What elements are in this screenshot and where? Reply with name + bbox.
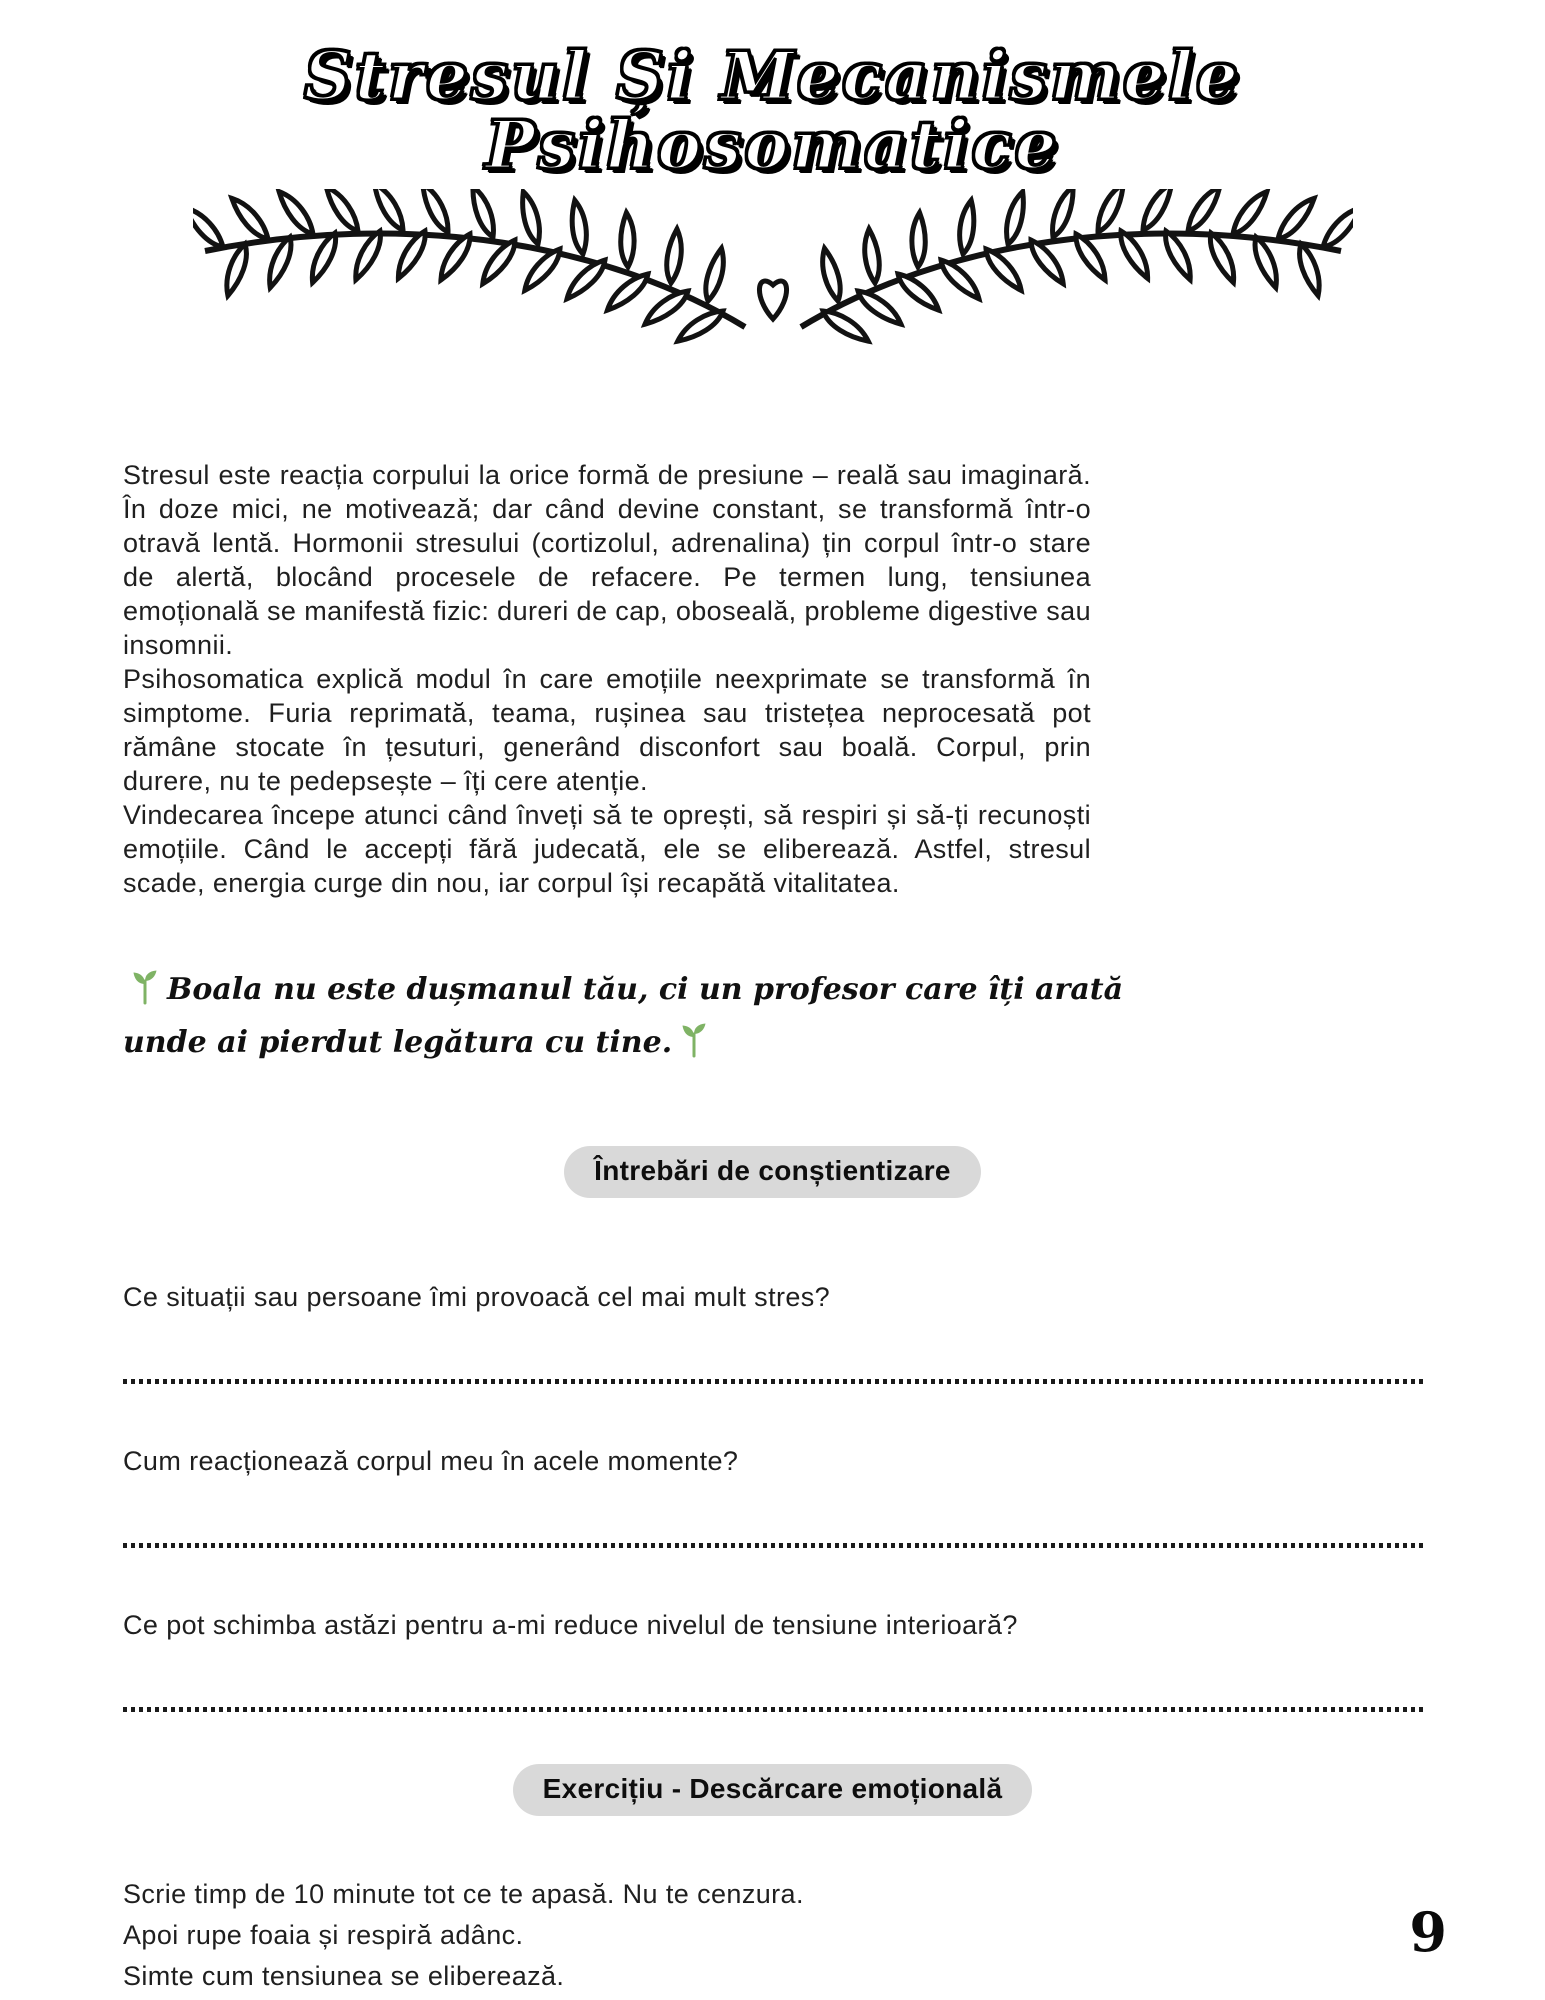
intro-paragraph: Psihosomatica explică modul în care emoțiile neexprimate se transformă în simptome. Furia reprimată, teama, rușinea sau tristețea neprocesată pot rămâne stocate în țesuturi, generând disconfort sau boală. Corpul, prin durere, nu te pedepsește – îți cere atenție.: [123, 664, 1091, 797]
laurel-branches-icon: [0, 189, 1545, 362]
sprout-icon: [131, 969, 159, 1019]
page-title: [0, 0, 1545, 184]
answer-line-1[interactable]: [123, 1379, 1423, 1384]
question-1: Ce situații sau persoane îmi provoacă cel mai mult stres?: [123, 1282, 831, 1313]
page-title-line-2: Psihosomatice: [485, 105, 1060, 184]
answer-line-2[interactable]: [123, 1543, 1423, 1548]
question-3: Ce pot schimba astăzi pentru a-mi reduce nivelul de tensiune interioară?: [123, 1610, 1018, 1641]
exercise-line-1: Scrie timp de 10 minute tot ce te apasă. Nu te cenzura.: [123, 1879, 804, 1910]
answer-line-3[interactable]: [123, 1707, 1423, 1712]
intro-paragraph: Vindecarea începe atunci când înveți să te oprești, să respiri și să-ți recunoști emoțiile. Când le accepți fără judecată, ele se eliberează. Astfel, stresul scade, energia curge din nou, iar corpul își recapătă vitalitatea.: [123, 800, 1091, 899]
exercise-line-3: Simte cum tensiunea se eliberează.: [123, 1961, 565, 1992]
sprout-icon: [680, 1022, 708, 1072]
question-2: Cum reacționează corpul meu în acele momente?: [123, 1446, 739, 1477]
page-title-line-1: Stresul Și Mecanismele: [304, 37, 1241, 115]
page-number: 9: [1409, 1900, 1447, 1964]
questions-badge: Întrebări de conștientizare: [564, 1146, 981, 1198]
intro-paragraph: Stresul este reacția corpului la orice formă de presiune – reală sau imaginară. În doze mici, ne motivează; dar când devine constant, se transformă într-o otravă lentă. Hormonii stresului (cortizolul, adrenalina) țin corpul într-o stare de alertă, blocând procesele de refacere. Pe termen lung, tensiunea emoțională se manifestă fizic: dureri de cap, oboseală, probleme digestive sau insomnii.: [123, 460, 1091, 661]
quote-block: [123, 966, 1133, 1072]
heart-icon: [759, 281, 786, 319]
exercise-section-header: [123, 1764, 1422, 1816]
exercise-text: [123, 1874, 1422, 1997]
questions-section-header: [123, 1146, 1422, 1198]
page-content: [0, 458, 1545, 1997]
intro-text: [123, 458, 1091, 900]
exercise-line-2: Apoi rupe foaia și respiră adânc.: [123, 1920, 524, 1951]
quote-text: Boala nu este dușmanul tău, ci un profesor care îți arată unde ai pierdut legătura cu tine.: [123, 972, 1124, 1061]
exercise-badge: Exercițiu - Descărcare emoțională: [513, 1764, 1033, 1816]
